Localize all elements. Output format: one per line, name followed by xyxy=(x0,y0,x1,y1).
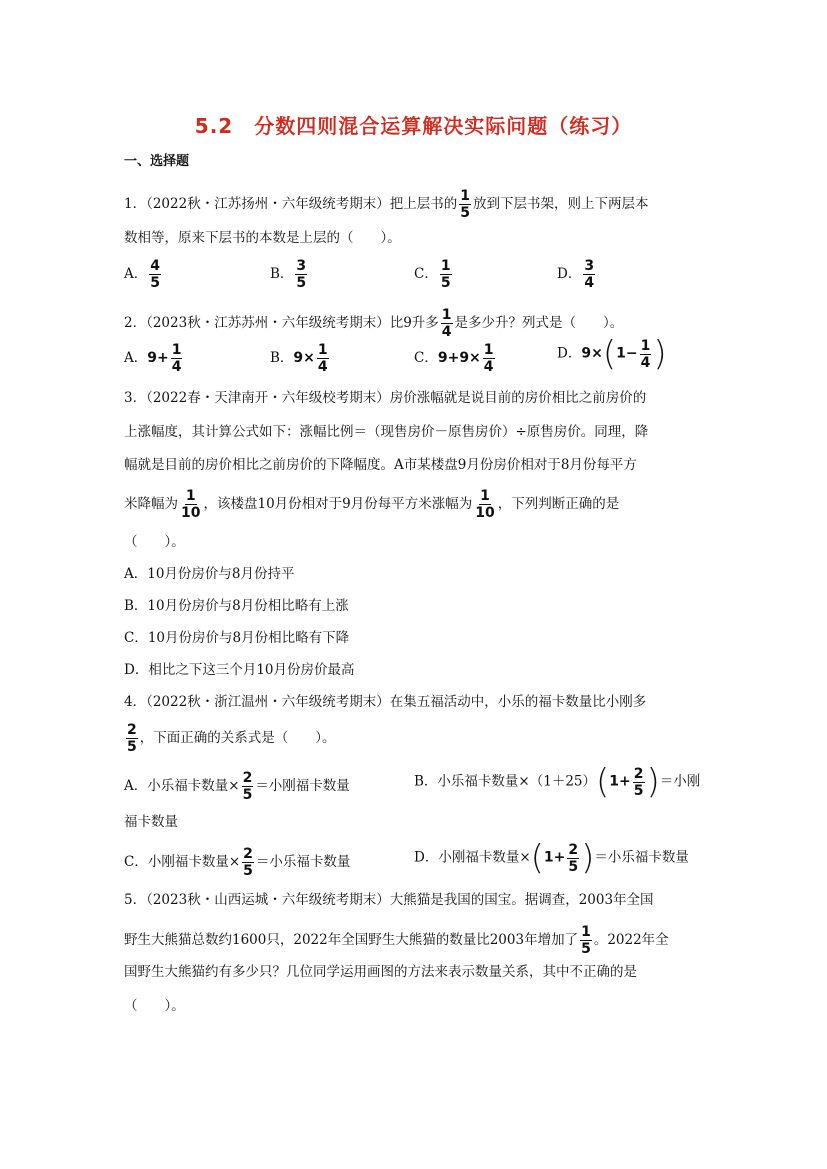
q1-option-c[interactable]: C． $\frac{1}{5}$ xyxy=(414,258,451,291)
q3-line5: （ ）。 xyxy=(124,534,185,550)
q1-option-d[interactable]: D． $\frac{3}{4}$ xyxy=(557,258,595,291)
q2-option-c[interactable]: C．9+9× $\frac{1}{4}$ xyxy=(414,342,494,375)
q3-option-d[interactable]: D．相比之下这三个月10月份房价最高 xyxy=(124,662,355,678)
q3-line1: 3．（2022春・天津南开・六年级校考期末）房价涨幅就是说目前的房价相比之前房价的 xyxy=(124,390,647,406)
q4-option-a[interactable]: A．小乐福卡数量× $\frac{2}{5}$ ＝小刚福卡数量 xyxy=(124,770,350,803)
q1-text-post: 放到下层书架，则上下两层本 xyxy=(472,196,649,212)
q4-option-d[interactable]: D．小刚福卡数量×(1+ $\frac{2}{5}$ )＝小乐福卡数量 xyxy=(414,838,689,878)
q2-fraction: $\frac{1}{4}$ xyxy=(441,307,452,340)
q2-option-b[interactable]: B．9× $\frac{1}{4}$ xyxy=(270,342,328,375)
q4-line2: $\frac{2}{5}$ ，下面正确的关系式是（ ）。 xyxy=(127,722,336,755)
q3-option-a[interactable]: A．10月份房价与8月份持平 xyxy=(124,566,295,582)
q5-line3: 国野生大熊猫约有多少只？几位同学运用画图的方法来表示数量关系，其中不正确的是 xyxy=(124,964,637,980)
q3-line3: 幅就是目前的房价相比之前房价的下降幅度。A市某楼盘9月份房价相对于8月份每平方 xyxy=(124,457,637,473)
q5-line4: （ ）。 xyxy=(124,998,185,1014)
q3-fraction-2: $\frac{1}{10}$ xyxy=(475,488,495,521)
q2-option-a[interactable]: A．9+ $\frac{1}{4}$ xyxy=(124,342,182,375)
q4-option-b[interactable]: B．小乐福卡数量×（1＋25）(1+ $\frac{2}{5}$ )＝小刚 xyxy=(414,762,701,802)
q1-line2: 数相等，原来下层书的本数是上层的（ ）。 xyxy=(124,230,401,246)
q2-option-d[interactable]: D．9×(1− $\frac{1}{4}$ ) xyxy=(557,334,667,374)
q5-fraction: $\frac{1}{5}$ xyxy=(581,924,591,957)
q4-fraction: $\frac{2}{5}$ xyxy=(127,722,137,755)
q1-option-a[interactable]: A． $\frac{4}{5}$ xyxy=(124,258,160,291)
q3-option-c[interactable]: C．10月份房价与8月份相比略有下降 xyxy=(124,630,350,646)
q4-line1: 4．（2022秋・浙江温州・六年级统考期末）在集五福活动中，小乐的福卡数量比小刚多 xyxy=(124,694,647,710)
q3-line2: 上涨幅度，其计算公式如下：涨幅比例＝（现售房价－原售房价）÷原售房价。同理，降 xyxy=(124,424,649,440)
q1-text: 1．（2022秋・江苏扬州・六年级统考期末）把上层书的 xyxy=(124,196,458,212)
q1-fraction: $\frac{1}{5}$ xyxy=(460,188,470,221)
q3-line4: 米降幅为 $\frac{1}{10}$ ，该楼盘10月份相对于9月份每平方米涨幅为 $\frac{1}{10}$ ，下列判断正确的是 xyxy=(124,488,620,521)
q3-option-b[interactable]: B．10月份房价与8月份相比略有上涨 xyxy=(124,598,349,614)
q4-option-c[interactable]: C．小刚福卡数量× $\frac{2}{5}$ ＝小乐福卡数量 xyxy=(124,846,351,879)
q4-option-b-cont: 福卡数量 xyxy=(124,814,178,830)
section-heading: 一、选择题 xyxy=(124,154,190,169)
q1-line1 xyxy=(124,188,648,221)
q1-option-b[interactable]: B． $\frac{3}{5}$ xyxy=(270,258,307,291)
page-title: 5.2 分数四则混合运算解决实际问题（练习） xyxy=(194,114,633,138)
q5-line1: 5．（2023秋・山西运城・六年级统考期末）大熊猫是我国的国宝。据调查，2003年全国 xyxy=(124,892,654,908)
q3-fraction-1: $\frac{1}{10}$ xyxy=(181,488,201,521)
q5-line2: 野生大熊猫总数约1600只，2022年全国野生大熊猫的数量比2003年增加了 $\frac{1}{5}$ 。2022年全 xyxy=(124,924,669,957)
q2-line1: 2．（2023秋・江苏苏州・六年级统考期末）比9升多 $\frac{1}{4}$ 是多少升？列式是（ ）。 xyxy=(124,307,624,340)
